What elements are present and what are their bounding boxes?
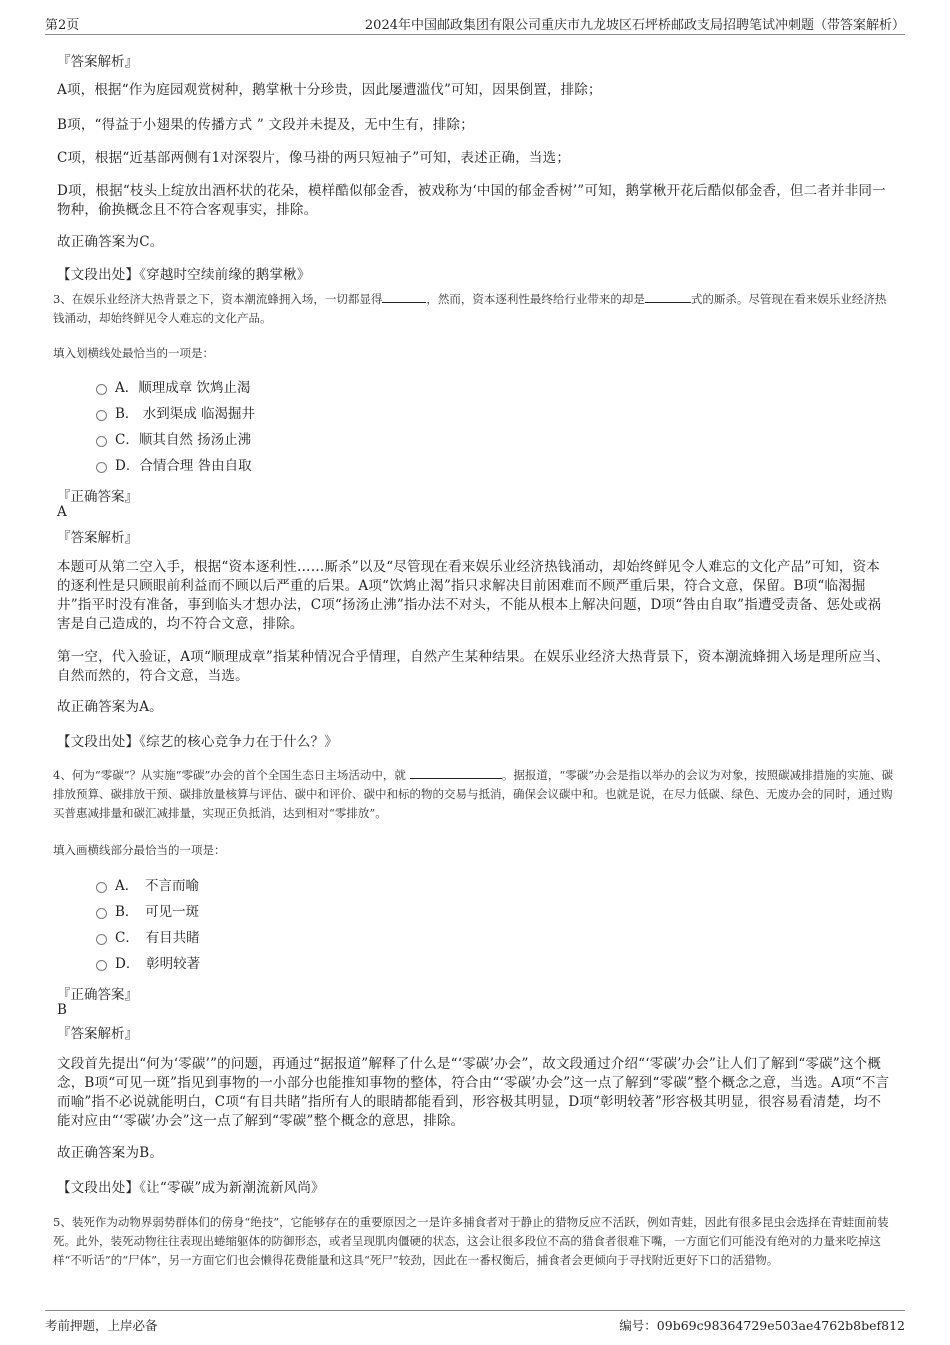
q4-answer: B bbox=[57, 1002, 67, 1018]
q3-analysis-p1: 本题可从第二空入手，根据“资本逐利性……厮杀”以及“尽管现在看来娱乐业经济热钱涌动，却始终鲜见令人难忘的文化产品”可知，资本的逐利性是只顾眼前利益而不顾以后严重的后果。A项“饮鸩止渴”指只求解决目前困难而不顾严重后果，符合文意，保留。B项“临渴掘井”指平时没有准备，事到临头才想办法，C项“扬汤止沸”指办法不对头，不能从根本上解决问题，D项“咎由自取”指遭受责备、惩处或祸害是自己造成的，均不符合文意，排除。 bbox=[57, 559, 882, 632]
radio-icon[interactable] bbox=[96, 934, 107, 945]
page-number: 第2页 bbox=[45, 18, 80, 33]
q3-analysis-p2: 第一空，代入验证，A项“顺理成章”指某种情况合乎情理，自然产生某种结果。在娱乐业经济大热背景下，资本潮流蜂拥入场是理所应当、自然而然的，符合文意，当选。 bbox=[57, 649, 890, 684]
q4-stem: 4、何为“零碳”？从实施“零碳”办会的首个全国生态日主场活动中，就 。据报道，“零碳”办会是指以举办的会议为对象，按照碳减排措施的实施、碳排放预算、碳排放干预、碳排放量核算与评估、碳中和评价、碳中和标的物的交易与抵消，确保会议碳中和。也就是说，在尽力低碳、绿色、无废办会的同时，通过购买普惠减排量和碳汇减排量，实现正负抵消，达到相对“零排放”。 bbox=[53, 768, 894, 820]
q4-correct-label: 『正确答案』 bbox=[57, 987, 138, 1003]
q5-stem: 5、装死作为动物界弱势群体们的傍身“绝技”，它能够存在的重要原因之一是许多捕食者对于静止的猎物反应不活跃，例如青蛙，因此有很多昆虫会选择在青蛙面前装死。此外，装死动物往往表现出蜷缩躯体的防御形态，或者呈现肌肉僵硬的状态，这会让很多段位不高的猎食者很难下嘴，一方面它们可能没有绝对的力量来吃掉这样“不听话”的“尸体”，另一方面它们也会懒得花费能量和这具“死尸”较劲，因此在一番权衡后，捕食者会更倾向于寻找附近更好下口的活猎物。 bbox=[53, 1215, 889, 1267]
q3-answer: A bbox=[57, 504, 67, 520]
radio-icon[interactable] bbox=[96, 462, 107, 473]
q3-option-c[interactable]: C．顺其自然 扬汤止沸 bbox=[96, 431, 251, 449]
q3-correct-label: 『正确答案』 bbox=[57, 489, 138, 505]
document-title: 2024年中国邮政集团有限公司重庆市九龙坡区石坪桥邮政支局招聘笔试冲刺题（带答案解析） bbox=[364, 18, 905, 33]
radio-icon[interactable] bbox=[96, 384, 107, 395]
q3-option-b[interactable]: B． 水到渠成 临渴掘井 bbox=[96, 405, 255, 423]
q2-conclusion: 故正确答案为C。 bbox=[57, 234, 164, 250]
q4-analysis-p1: 文段首先提出“何为‘零碳’”的问题，再通过“据报道”解释了什么是“‘零碳’办会”，故文段通过介绍“‘零碳’办会”让人们了解到“零碳”这个概念，B项“可见一斑”指见到事物的一小部分也能推知事物的整体，符合由“‘零碳’办会”这一点了解到“零碳”整个概念之意，当选。A项“不言而喻”指不必说就能明白，C项“有目共睹”指所有人的眼睛都能看到，形容极其明显，D项“彰明较著”形容极其明显，很容易看清楚，均不能对应由“‘零碳’办会”这一点了解到“零碳”整个概念的意思，排除。 bbox=[57, 1056, 890, 1129]
page-header bbox=[45, 14, 905, 35]
q3-source: 【文段出处】《综艺的核心竞争力在于什么？》 bbox=[57, 734, 338, 750]
document-id: 编号：09b69c98364729e503ae4762b8bef812 bbox=[619, 1318, 905, 1333]
radio-icon[interactable] bbox=[96, 960, 107, 971]
q3-blank-2 bbox=[645, 290, 691, 303]
q3-conclusion: 故正确答案为A。 bbox=[57, 699, 163, 715]
q4-option-d[interactable]: D． 彰明较著 bbox=[96, 955, 200, 973]
q4-option-b[interactable]: B． 可见一斑 bbox=[96, 903, 199, 921]
q2-analysis-label: 『答案解析』 bbox=[57, 54, 138, 70]
q3-instruction: 填入划横线处最恰当的一项是： bbox=[53, 346, 214, 360]
footer-slogan: 考前押题，上岸必备 bbox=[45, 1318, 158, 1333]
q3-option-d[interactable]: D．合情合理 咎由自取 bbox=[96, 457, 252, 475]
q4-blank bbox=[410, 766, 502, 779]
q2-analysis-b: B项，“得益于小翅果的传播方式 ” 文段并未提及，无中生有，排除； bbox=[57, 117, 474, 133]
q2-analysis-a: A项，根据“作为庭园观赏树种，鹅掌楸十分珍贵，因此屡遭滥伐”可知，因果倒置，排除； bbox=[57, 82, 602, 98]
q4-analysis-label: 『答案解析』 bbox=[57, 1026, 138, 1042]
q4-source: 【文段出处】《让“零碳”成为新潮流新风尚》 bbox=[57, 1180, 325, 1196]
q3-stem: 3、在娱乐业经济大热背景之下，资本潮流蜂拥入场，一切都显得 ，然而，资本逐利性最终给行业带来的却是 式的厮杀。尽管现在看来娱乐业经济热钱涌动，却始终鲜见令人难忘的文化产品。 bbox=[53, 292, 887, 325]
radio-icon[interactable] bbox=[96, 908, 107, 919]
radio-icon[interactable] bbox=[96, 410, 107, 421]
page-footer bbox=[45, 1310, 905, 1338]
q3-analysis-label: 『答案解析』 bbox=[57, 530, 138, 546]
q2-analysis-d: D项，根据“枝头上绽放出酒杯状的花朵，模样酷似郁金香，被戏称为‘中国的郁金香树’”可知，鹅掌楸开花后酷似郁金香，但二者并非同一物种，偷换概念且不符合客观事实，排除。 bbox=[57, 183, 886, 218]
q4-conclusion: 故正确答案为B。 bbox=[57, 1145, 164, 1161]
q4-option-c[interactable]: C． 有目共睹 bbox=[96, 929, 200, 947]
q4-instruction: 填入画横线部分最恰当的一项是： bbox=[53, 843, 226, 857]
q2-analysis-c: C项，根据“近基部两侧有1对深裂片，像马褂的两只短袖子”可知，表述正确，当选； bbox=[57, 150, 571, 166]
radio-icon[interactable] bbox=[96, 436, 107, 447]
q3-option-a[interactable]: A．顺理成章 饮鸩止渴 bbox=[96, 379, 251, 397]
radio-icon[interactable] bbox=[96, 882, 107, 893]
q3-blank-1 bbox=[382, 290, 426, 303]
q4-option-a[interactable]: A． 不言而喻 bbox=[96, 877, 199, 895]
q2-source: 【文段出处】《穿越时空续前缘的鹅掌楸》 bbox=[57, 267, 311, 283]
